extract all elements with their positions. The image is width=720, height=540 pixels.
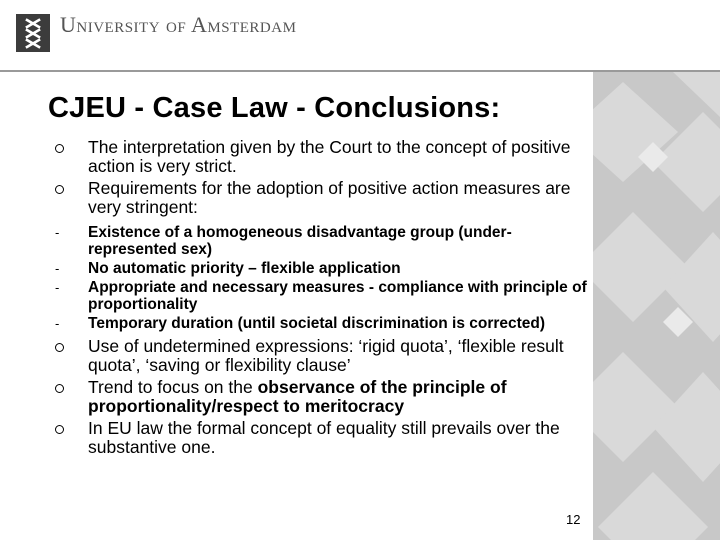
bullet-text-prefix: Trend to focus on the <box>88 377 258 397</box>
sub-bullet-item <box>55 279 595 313</box>
bullet-text: Use of undetermined expressions: ‘rigid quota’, ‘flexible result quota’, ‘saving or flexibility clause’ <box>88 336 564 375</box>
bullet-circle-icon <box>55 384 64 393</box>
sub-bullet-item <box>55 260 595 277</box>
slide-body <box>55 138 595 460</box>
bullet-circle-icon <box>55 185 64 194</box>
bullet-item <box>55 337 595 375</box>
university-logo <box>16 14 50 52</box>
bullet-text: The interpretation given by the Court to the concept of positive action is very strict. <box>88 137 571 176</box>
sub-bullet-text: Temporary duration (until societal discrimination is corrected) <box>88 315 546 332</box>
bullet-circle-icon <box>55 144 64 153</box>
sub-bullet-item <box>55 224 595 258</box>
bullet-item <box>55 179 595 217</box>
sub-bullet-item <box>55 315 595 332</box>
bullet-text: Requirements for the adoption of positive action measures are very stringent: <box>88 178 571 217</box>
crosses-icon <box>16 14 50 52</box>
dash-marker: - <box>55 261 60 276</box>
slide-title: CJEU - Case Law - Conclusions: <box>48 92 501 124</box>
bullet-text: In EU law the formal concept of equality still prevails over the substantive one. <box>88 418 560 457</box>
sub-bullet-text: Appropriate and necessary measures - compliance with principle of proportionality <box>88 279 587 313</box>
decorative-panel <box>593 72 720 540</box>
dash-marker: - <box>55 280 60 295</box>
sub-bullet-text: No automatic priority – flexible application <box>88 260 401 277</box>
bullet-item <box>55 138 595 176</box>
header <box>0 0 720 70</box>
university-name: University of Amsterdam <box>60 12 297 37</box>
dash-marker: - <box>55 225 60 240</box>
diamond-pattern <box>593 72 720 540</box>
bullet-circle-icon <box>55 343 64 352</box>
bullet-item <box>55 419 595 457</box>
bullet-item <box>55 378 595 416</box>
page-number: 12 <box>566 512 581 527</box>
sub-bullet-text: Existence of a homogeneous disadvantage group (under-represented sex) <box>88 224 512 258</box>
bullet-text-emphasis: observance of the principle of proportionality/respect to meritocracy <box>88 377 507 416</box>
bullet-circle-icon <box>55 425 64 434</box>
dash-marker: - <box>55 316 60 331</box>
